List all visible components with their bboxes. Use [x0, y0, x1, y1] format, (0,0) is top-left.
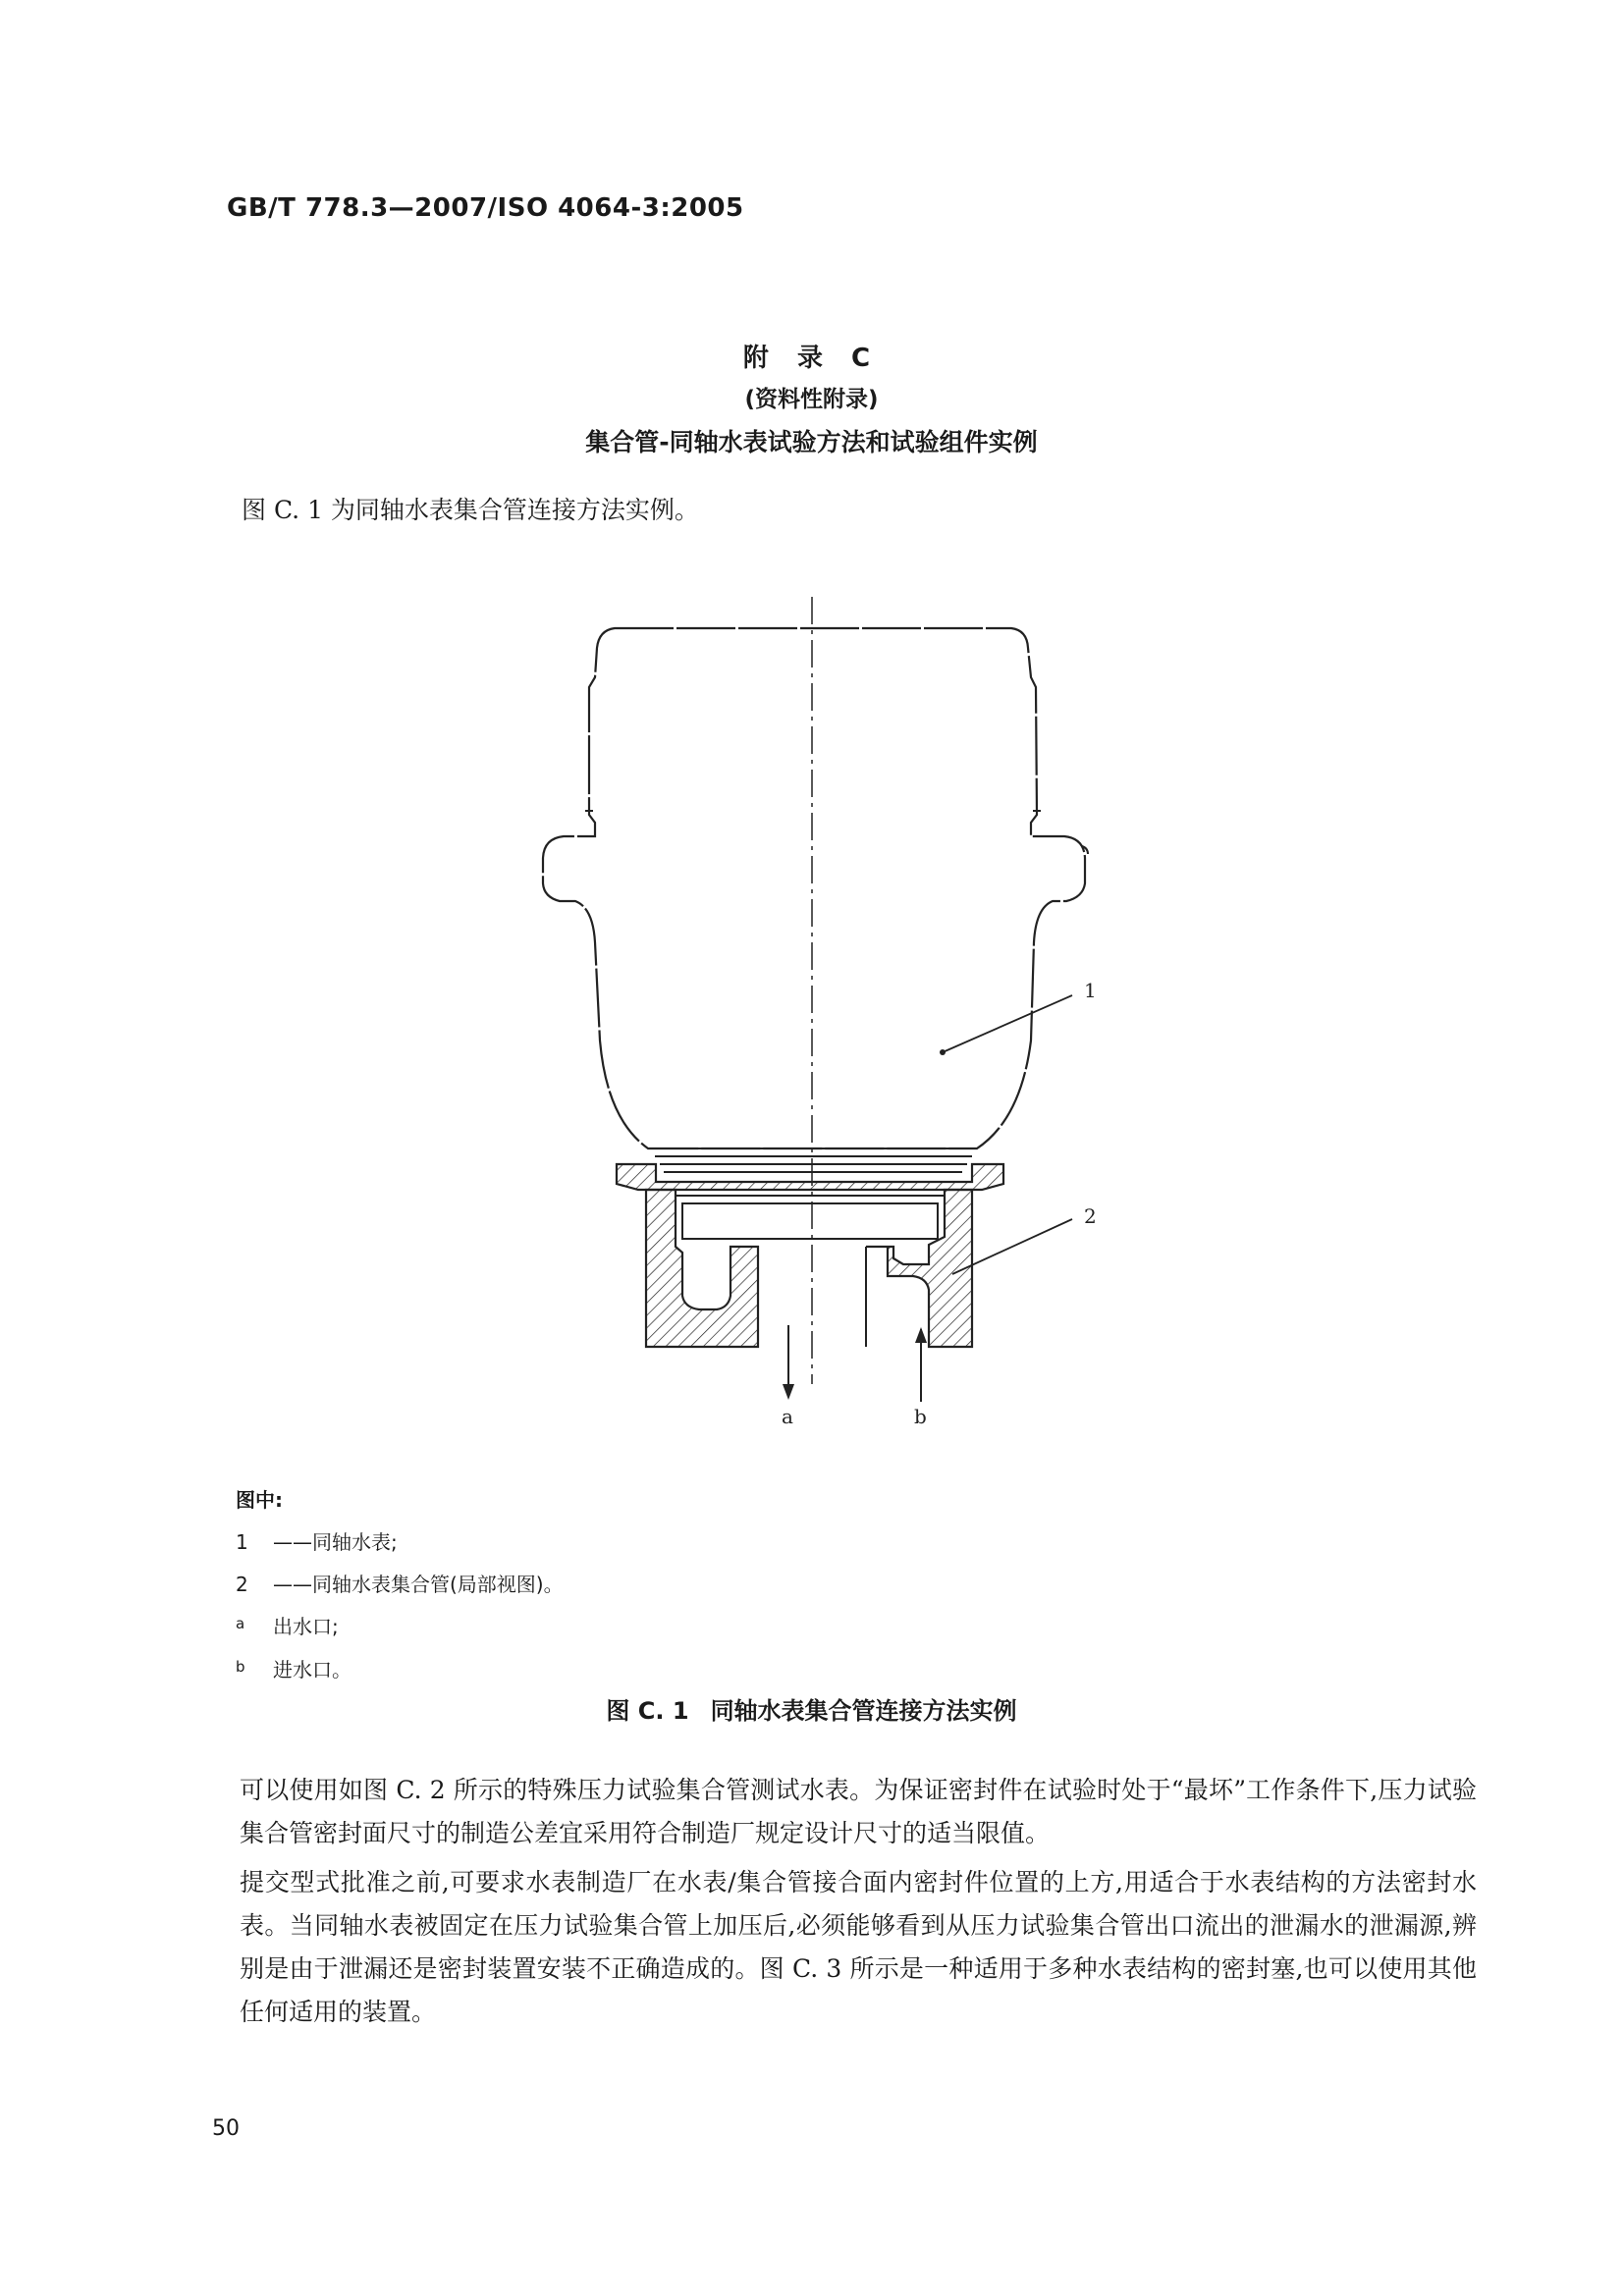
legend-text: ——同轴水表集合管(局部视图)。: [273, 1573, 564, 1596]
legend-key: 1: [236, 1530, 248, 1554]
legend-key: b: [236, 1658, 245, 1676]
legend-key: 2: [236, 1573, 248, 1596]
legend-title: 图中:: [236, 1488, 283, 1512]
meter-body-outline: [543, 628, 1085, 1148]
annex-title: 附 录 C: [742, 344, 881, 373]
intro-paragraph: 图 C. 1 为同轴水表集合管连接方法实例。: [242, 496, 699, 524]
manifold-seat: [676, 1196, 945, 1239]
legend-item-b: [236, 1654, 352, 1682]
leader-line-1: [943, 995, 1072, 1052]
callout-2: 2: [1084, 1204, 1097, 1228]
legend-text: ——同轴水表;: [273, 1530, 398, 1554]
legend-item-1: [236, 1526, 398, 1555]
legend-text: 进水口。: [273, 1658, 352, 1682]
annex-subtitle: 集合管-同轴水表试验方法和试验组件实例: [585, 428, 1038, 456]
legend-item-a: [236, 1611, 339, 1639]
manifold-flange: [617, 1164, 1003, 1190]
callout-1: 1: [1084, 979, 1097, 1002]
body-paragraph-2: 提交型式批准之前,可要求水表制造厂在水表/集合管接合面内密封件位置的上方,用适合于水表结构的方法密封水表。当同轴水表被固定在压力试验集合管上加压后,必须能够看到从压力试验集合管出口流出的泄漏水的泄漏源,辨别是由于泄漏还是密封装置安装不正确造成的。图 C. 3 所示是一种适用于多种水表结构的密封塞,也可以使用其他任何适用的装置。: [240, 1868, 1477, 2026]
legend-key: a: [236, 1615, 245, 1632]
manifold-left-wall: [646, 1190, 758, 1347]
body-paragraph-1: 可以使用如图 C. 2 所示的特殊压力试验集合管测试水表。为保证密封件在试验时处于“最坏”工作条件下,压力试验集合管密封面尺寸的制造公差宜采用符合制造厂规定设计尺寸的适当限值。: [240, 1776, 1477, 1847]
caption-text: 同轴水表集合管连接方法实例: [710, 1697, 1017, 1725]
flow-label-a: a: [782, 1405, 793, 1428]
annex-type: (资料性附录): [744, 387, 879, 412]
figure-caption: [0, 1691, 1623, 1726]
meter-manifold-drawing: [525, 589, 1114, 1433]
flow-label-b: b: [914, 1405, 927, 1428]
legend-text: 出水口;: [273, 1615, 339, 1638]
caption-number: 图 C. 1: [606, 1697, 689, 1725]
standard-code: GB/T 778.3—2007/ISO 4064-3:2005: [227, 193, 744, 223]
legend-item-2: [236, 1569, 564, 1597]
meter-side-marks: [585, 811, 1088, 854]
manifold-right-wall: [866, 1190, 972, 1347]
page-number: 50: [212, 2116, 240, 2141]
